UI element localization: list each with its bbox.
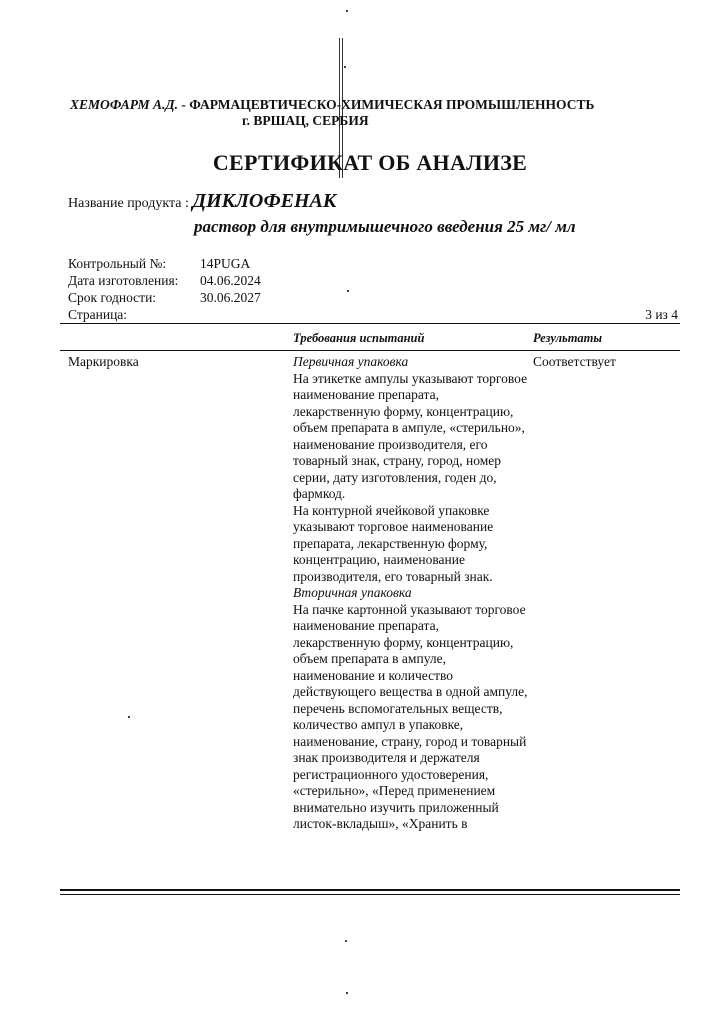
company-industry: ФАРМАЦЕВТИЧЕСКО-ХИМИЧЕСКАЯ ПРОМЫШЛЕННОСТЬ xyxy=(189,97,595,112)
test-result: Соответствует xyxy=(533,354,616,369)
product-form: раствор для внутримышечного введения 25 мг/ мл xyxy=(194,217,576,236)
page-label: Страница: xyxy=(68,307,128,322)
table-header-rule xyxy=(60,350,680,351)
secondary-packaging-title: Вторичная упаковка xyxy=(293,585,412,600)
scan-artifact-dot xyxy=(346,992,348,994)
scan-artifact-dot xyxy=(128,716,130,718)
page-number: 3 из 4 xyxy=(645,307,678,322)
product-name: ДИКЛОФЕНАК xyxy=(192,190,337,212)
table-bottom-rule-1 xyxy=(60,889,680,891)
secondary-packaging-text: На пачке картонной указывают торговое наименование препарата, лекарственную форму, концентрацию, объем препарата в ампуле, наименование и количество действующего вещества в одной ампуле, перечень вспомогательных веществ, количество ампул в упаковке, наименование, страну, город и товарный знак производителя и держателя регистрационного удостоверения, «стерильно», «Перед применением внимательно изучить приложенный листок-вкладыш», «Хранить в xyxy=(293,601,528,831)
primary-packaging-title: Первичная упаковка xyxy=(293,354,409,369)
control-number-value: 14PUGA xyxy=(200,256,251,271)
requirements-text xyxy=(293,354,528,833)
product-block xyxy=(68,190,688,239)
blister-packaging-text: На контурной ячейковой упаковке указывают торговое наименование препарата, лекарственную форму, концентрацию, наименование производителя, его товарный знак. xyxy=(293,502,494,584)
column-header-results: Результаты xyxy=(533,331,603,345)
expiry-date-value: 30.06.2027 xyxy=(200,290,261,305)
test-name: Маркировка xyxy=(68,354,139,369)
company-name: ХЕМОФАРМ А.Д. xyxy=(70,97,178,112)
primary-packaging-text: На этикетке ампулы указывают торговое наименование препарата, лекарственную форму, концентрацию, объем препарата в ампуле, «стерильно», наименование производителя, его товарный знак, страну, город, номер серии, дату изготовления, годен до, фармкод. xyxy=(293,370,528,501)
expiry-date-label: Срок годности: xyxy=(68,290,157,305)
company-separator: - xyxy=(178,97,190,112)
meta-block xyxy=(68,255,678,323)
document-title: СЕРТИФИКАТ ОБ АНАЛИЗЕ xyxy=(212,150,528,175)
manufacture-date-label: Дата изготовления: xyxy=(68,273,179,288)
manufacture-date-value: 04.06.2024 xyxy=(200,273,261,288)
scan-artifact-dot xyxy=(345,940,347,942)
control-number-label: Контрольный №: xyxy=(68,256,167,271)
product-label: Название продукта : xyxy=(68,196,193,211)
company-header xyxy=(70,97,670,129)
table-top-rule xyxy=(60,323,680,324)
column-header-requirements: Требования испытаний xyxy=(293,331,425,345)
company-city: г. ВРШАЦ, СЕРБИЯ xyxy=(242,113,369,128)
table-bottom-rule-2 xyxy=(60,894,680,895)
scan-artifact-dot xyxy=(346,10,348,12)
scan-artifact-dot xyxy=(344,66,346,68)
